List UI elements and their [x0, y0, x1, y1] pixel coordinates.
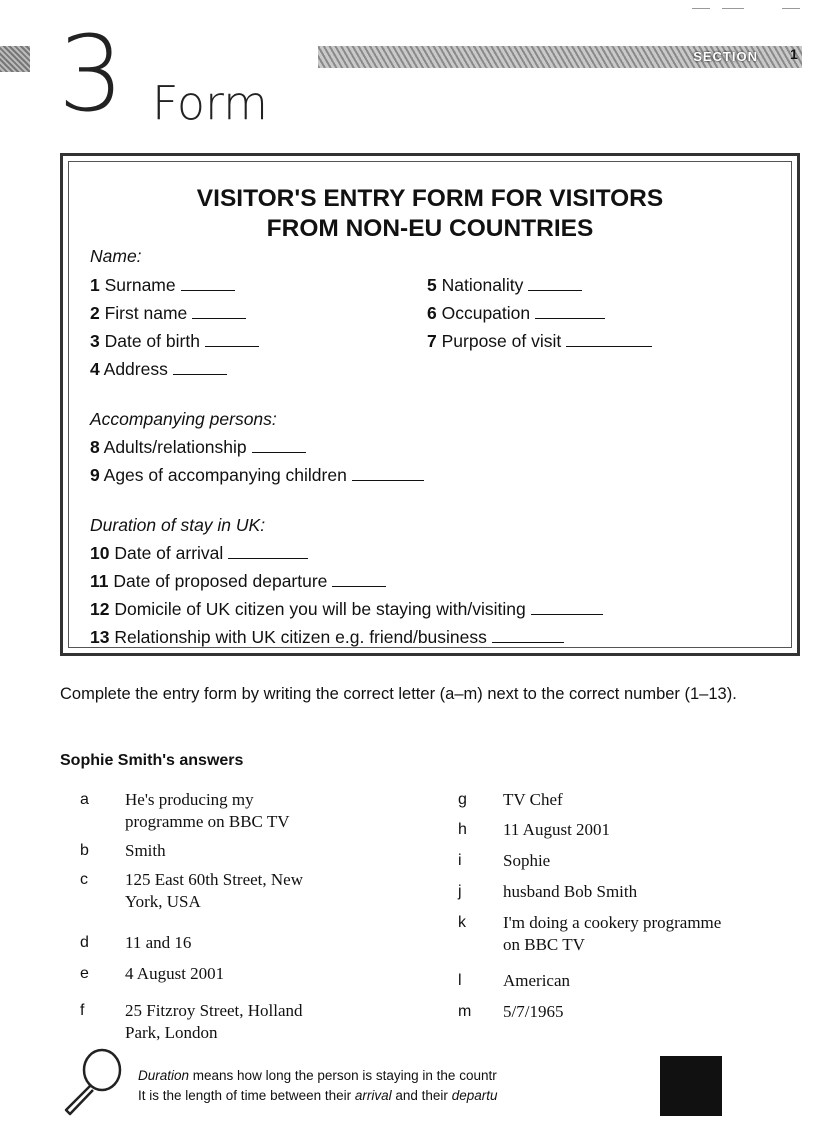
visitor-entry-form	[60, 153, 800, 656]
section-number: 1	[790, 46, 798, 62]
form-field-4: 4 Address	[90, 359, 227, 380]
form-field-6: 6 Occupation	[427, 303, 605, 324]
form-field-12: 12 Domicile of UK citizen you will be staying with/visiting	[90, 599, 603, 620]
section-banner	[318, 46, 802, 68]
form-field-5: 5 Nationality	[427, 275, 582, 296]
accompanying-heading: Accompanying persons:	[90, 409, 277, 429]
ink-blot	[660, 1056, 722, 1116]
form-field-2: 2 First name	[90, 303, 246, 324]
form-field-8: 8 Adults/relationship	[90, 437, 306, 458]
magnifier-icon	[60, 1046, 126, 1116]
form-field-1: 1 Surname	[90, 275, 235, 296]
unit-number: 3	[58, 13, 125, 135]
form-field-13: 13 Relationship with UK citizen e.g. friend/business	[90, 627, 564, 648]
form-field-11: 11 Date of proposed departure	[90, 571, 386, 592]
form-field-7: 7 Purpose of visit	[427, 331, 652, 352]
duration-heading: Duration of stay in UK:	[90, 515, 266, 535]
form-title: VISITOR'S ENTRY FORM FOR VISITORS FROM NON-EU COUNTRIES	[196, 185, 664, 242]
name-heading: Name:	[90, 246, 142, 266]
form-field-3: 3 Date of birth	[90, 331, 259, 352]
duration-tip: Duration means how long the person is staying in the countr It is the length of time between their arrival and their departu	[138, 1068, 498, 1103]
unit-title: Form	[152, 76, 268, 130]
form-field-10: 10 Date of arrival	[90, 543, 308, 564]
instruction-text: Complete the entry form by writing the correct letter (a–m) next to the correct number (1–13).	[60, 685, 737, 703]
form-field-9: 9 Ages of accompanying children	[90, 465, 424, 486]
corner-decoration	[0, 46, 30, 72]
answers-heading: Sophie Smith's answers	[60, 752, 244, 769]
section-label: SECTION	[693, 49, 758, 64]
